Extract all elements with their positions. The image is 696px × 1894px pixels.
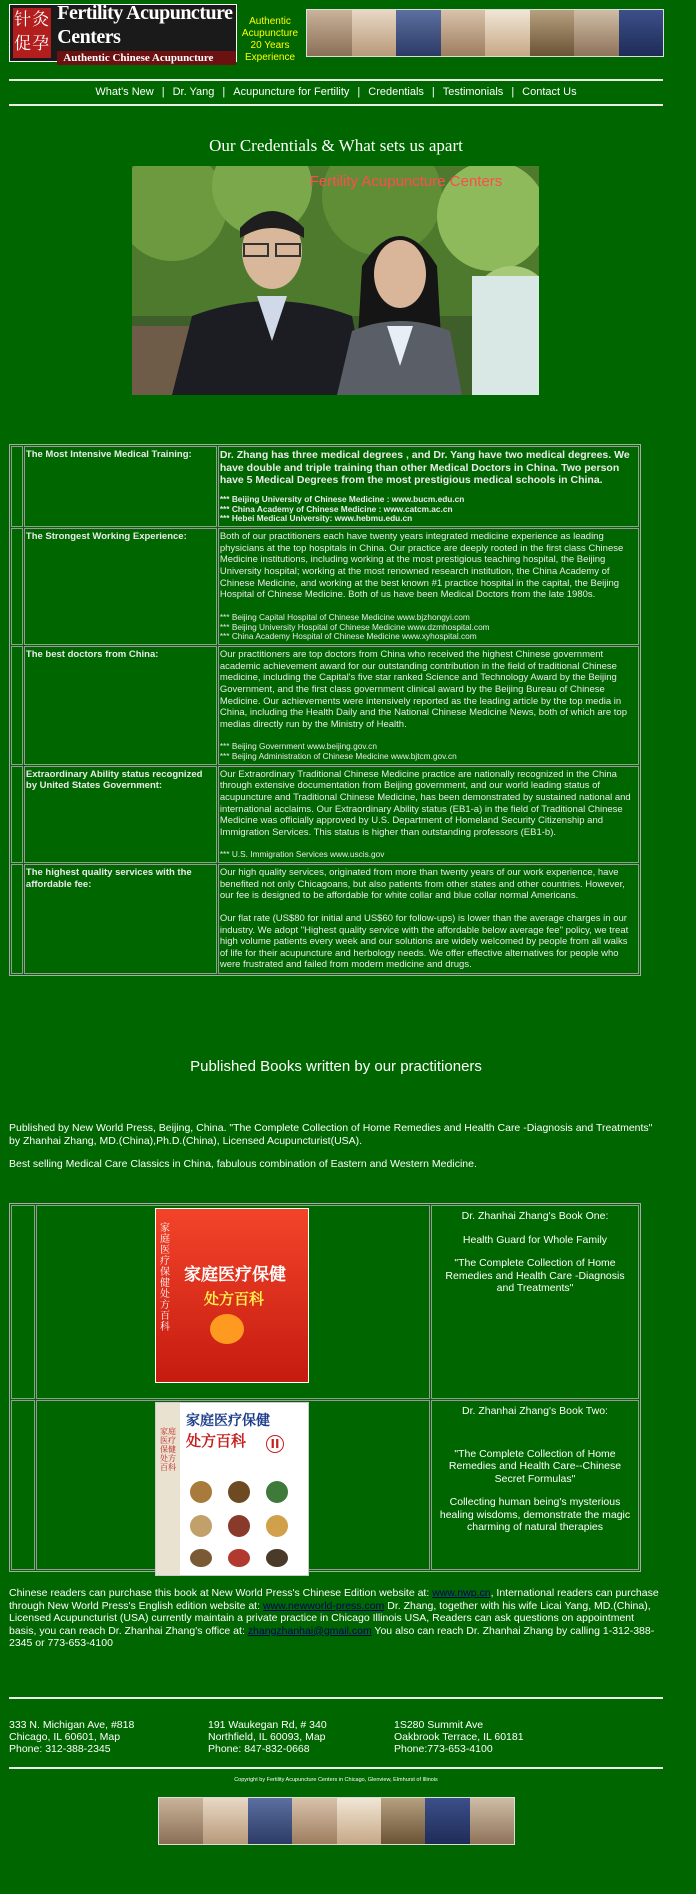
divider: [9, 104, 663, 106]
book-description: Collecting human being's mysterious healing wisdoms, demonstrate the magic charming of natural therapies: [439, 1496, 631, 1533]
nav-separator: |: [222, 86, 226, 98]
page-title: Our Credentials & What sets us apart: [209, 136, 463, 155]
address-oakbrook: 1S280 Summit Ave Oakbrook Terrace, IL 60181 Phone:773-653-4100: [394, 1719, 524, 1755]
reference-link[interactable]: *** Beijing Government www.beijing.gov.cn: [219, 741, 377, 752]
nav-separator: |: [357, 86, 361, 98]
doctors-photo: [132, 166, 539, 395]
nav-credentials[interactable]: Credentials: [368, 86, 424, 98]
site-logo[interactable]: [9, 4, 237, 62]
credentials-table: [9, 444, 641, 976]
reference-link[interactable]: *** Beijing Capital Hospital of Chinese Medicine www.bjzhongyi.com: [219, 611, 470, 622]
table-row: [11, 1400, 639, 1570]
cover-title: 家庭医疗保健: [184, 1265, 286, 1285]
row-text: Dr. Zhang has three medical degrees , and Dr. Yang have two medical degrees. We have double and triple training than other Medical Doctors in China. Two person have 5 Medical Degrees from the most prestigious medical schools in China. *** Beijing University of Chinese Medicine : www.bucm.edu.cn *** China Academy of Chinese Medicine : www.catcm.ac.cn *** Hebei Medical University: www.hebmu.edu.cn: [218, 446, 639, 527]
table-row: [11, 864, 639, 974]
nav-separator: |: [511, 86, 515, 98]
tagline-line: Acupuncture: [241, 28, 299, 39]
table-row: [11, 766, 639, 863]
tagline-line: 20 Years: [250, 40, 290, 51]
book-subtitle: Health Guard for Whole Family: [462, 1233, 608, 1246]
nav-separator: |: [431, 86, 435, 98]
logo-title: Fertility Acupuncture Centers: [57, 2, 233, 48]
books-intro-2: Best selling Medical Care Classics in China, fabulous combination of Eastern and Western Medicine.: [9, 1158, 477, 1170]
table-row: [11, 646, 639, 765]
book-title: "The Complete Collection of Home Remedies and Health Care--Chinese Secret Formulas": [448, 1447, 622, 1485]
reference-link[interactable]: *** China Academy of Chinese Medicine : www.catcm.ac.cn: [219, 503, 453, 514]
address-northfield: 191 Waukegan Rd, # 340 Northfield, IL 60093, Map Phone: 847-832-0668: [208, 1719, 327, 1755]
book-one-cover-cell: [36, 1205, 430, 1399]
divider: [9, 1767, 663, 1769]
row-label: Extraordinary Ability status recognized by United States Government:: [24, 766, 217, 863]
newworld-press-link[interactable]: www.newworld-press.com: [262, 1599, 385, 1612]
reference-link[interactable]: *** China Academy Hospital of Chinese Medicine www.xyhospital.com: [219, 631, 477, 642]
purchase-info: Chinese readers can purchase this book at New World Press's Chinese Edition website at: www.nwp.cn, International readers can purchase through New World Press's English edition website at: www.newworld-press.com Dr. Zhang, together with his wife Licai Yang, MD.(China), Licensed Acupuncturist (USA) currently maintain a private practice in Chicago Illinois USA, Readers can ask questions on appointment basis, you can reach Dr. Zhanhai Zhang's office at: zhangzhanhai@gmail.com You also can reach Dr. Zhanhai Zhang by calling 1-312-388-2345 or 773-653-4100: [9, 1587, 659, 1649]
books-table: [9, 1203, 641, 1572]
nav-acupuncture-fertility[interactable]: Acupuncture for Fertility: [233, 86, 350, 98]
tagline: [240, 16, 300, 64]
cover-subtitle: 处方百科: [186, 1432, 247, 1450]
reference-link[interactable]: *** U.S. Immigration Services www.uscis.gov: [219, 849, 385, 860]
reference-link[interactable]: *** Hebei Medical University: www.hebmu.edu.cn: [219, 513, 413, 524]
books-intro: Published by New World Press, Beijing, China. "The Complete Collection of Home Remedies and Health Care -Diagnosis and Treatments" by Zhanhai Zhang, MD.(China),Ph.D.(China), Licensed Acupuncturist(USA).: [9, 1122, 653, 1147]
main-nav: [9, 86, 663, 98]
cover-volume: II: [266, 1435, 284, 1453]
reference-link[interactable]: *** Beijing Administration of Chinese Medicine www.bjtcm.gov.cn: [219, 751, 457, 762]
book-two-info: [431, 1400, 639, 1570]
book-heading: Dr. Zhanhai Zhang's Book One:: [461, 1210, 609, 1222]
cover-title: 家庭医疗保健: [186, 1413, 270, 1429]
row-text: Both of our practitioners each have twenty years integrated medicine experience as leading physicians at the top hospitals in China. Our practice are deeply rooted in the first class Chinese Medicine institutions, including working at the most prestigious teaching hospital, the Beijing University hospital; working at the most renowned research institution, the China Academy of Chinese Medicine, and working at the best known #1 practice hospital in the capital, the Beijing Hospital of Chinese Medicine. Both of us have been Medical Doctors from the late 1980s. *** Beijing Capital Hospital of Chinese Medicine www.bjzhongyi.com *** Beijing University Hospital of Chinese Medicine www.dzmhospital.com *** China Academy Hospital of Chinese Medicine www.xyhospital.com: [218, 528, 639, 645]
row-text: Our high quality services, originated from more than twenty years of our work experience, have benefited not only Chicagoans, but also patients from other states and other countries. However, our fee is designed to be affordable for white collar and blue collar normal Americans. Our flat rate (US$80 for initial and US$60 for follow-ups) is lower than the average charges in our industry. We adopt "Highest quality service with the affordable below average fee" policy, we treat high volume patients every week and our solutions are widely welcomed by people from all walks of life for their acupuncture and herbology needs. We offer effective alternatives for people who were frustrated and failed from modern medicine and drugs.: [218, 864, 639, 974]
book-two-cover[interactable]: [155, 1402, 309, 1576]
row-text: Our practitioners are top doctors from China who received the highest Chinese government academic achievement award for our outstanding contribution in the field of traditional Chinese medicine, including the Capital's five star ranked Science and Technology Award by the Beijing Government, and the first class government clinical award by the Beijing Bureau of Chinese Medicine. Our achievements were intensively reported as the leading article by the top media in China, including the Health Daily and the National Chinese Medicine News, both of which are top medias directly run by the Ministry of Health. *** Beijing Government www.beijing.gov.cn *** Beijing Administration of Chinese Medicine www.bjtcm.gov.cn: [218, 646, 639, 765]
nav-testimonials[interactable]: Testimonials: [442, 86, 504, 98]
nav-contact-us[interactable]: Contact Us: [522, 86, 577, 98]
cover-side-text: 家庭医疗保健处方百科: [160, 1427, 176, 1472]
nav-whats-new[interactable]: What's New: [95, 86, 154, 98]
address-chicago: 333 N. Michigan Ave, #818 Chicago, IL 60601, Map Phone: 312-388-2345: [9, 1719, 135, 1755]
cover-side-text: 家庭医疗保健处方百科: [160, 1223, 170, 1333]
nwp-cn-link[interactable]: www.nwp.cn: [432, 1587, 491, 1599]
book-title: "The Complete Collection of Home Remedies and Health Care -Diagnosis and Treatments": [445, 1257, 625, 1294]
table-row: [11, 1205, 639, 1399]
row-text: Our Extraordinary Traditional Chinese Medicine practice are nationally recognized in the China through extensive documentation from Beijing government, and our world leading status of acupuncture and Traditional Chinese Medicine, has been demonstrated by sustained national and international acclaims. Our Extraordinary Ability status (EB1-a) in the field of Traditional Chinese Medicine was officially approved by U.S. Department of Homeland Security Citizenship and Immigration Services. This status is higher than outstanding professors (EB1-b). *** U.S. Immigration Services www.uscis.gov: [218, 766, 639, 863]
book-two-cover-cell: [36, 1400, 430, 1570]
email-link[interactable]: zhangzhanhai@gmail.com: [247, 1624, 372, 1637]
row-label: The best doctors from China:: [24, 646, 217, 765]
book-heading: Dr. Zhanhai Zhang's Book Two:: [462, 1405, 608, 1417]
table-row: [11, 528, 639, 645]
map-link[interactable]: Northfield, IL 60093, Map: [208, 1731, 326, 1743]
copyright: Copyright by Fertility Acupuncture Centers in Chicago, Glenview, Elmhurst of Illinois: [234, 1777, 438, 1783]
nav-separator: |: [161, 86, 165, 98]
apple-illustration: [210, 1314, 244, 1344]
tagline-line: Authentic: [249, 16, 291, 27]
tagline-line: Experience: [244, 52, 296, 63]
header-photo-banner: [306, 9, 664, 57]
table-row: [11, 446, 639, 527]
reference-link[interactable]: *** Beijing University Hospital of Chinese Medicine www.dzmhospital.com: [219, 621, 490, 632]
row-label: The highest quality services with the affordable fee:: [24, 864, 217, 974]
nav-dr-yang[interactable]: Dr. Yang: [172, 86, 215, 98]
books-heading: Published Books written by our practitioners: [190, 1058, 482, 1075]
divider: [9, 79, 663, 81]
map-link[interactable]: Chicago, IL 60601, Map: [9, 1731, 121, 1743]
logo-chinese-characters: 针灸促孕: [13, 8, 51, 58]
row-label: The Strongest Working Experience:: [24, 528, 217, 645]
book-one-cover[interactable]: [155, 1208, 309, 1383]
cover-subtitle: 处方百科: [204, 1290, 265, 1308]
footer-photo-banner: [158, 1797, 515, 1845]
photo-caption: Fertility Acupuncture Centers: [309, 173, 503, 190]
row-label: The Most Intensive Medical Training:: [24, 446, 217, 527]
reference-link[interactable]: *** Beijing University of Chinese Medicine : www.bucm.edu.cn: [219, 493, 465, 504]
book-one-info: [431, 1205, 639, 1399]
divider: [9, 1697, 663, 1699]
logo-subtitle: Authentic Chinese Acupuncture: [57, 51, 236, 65]
